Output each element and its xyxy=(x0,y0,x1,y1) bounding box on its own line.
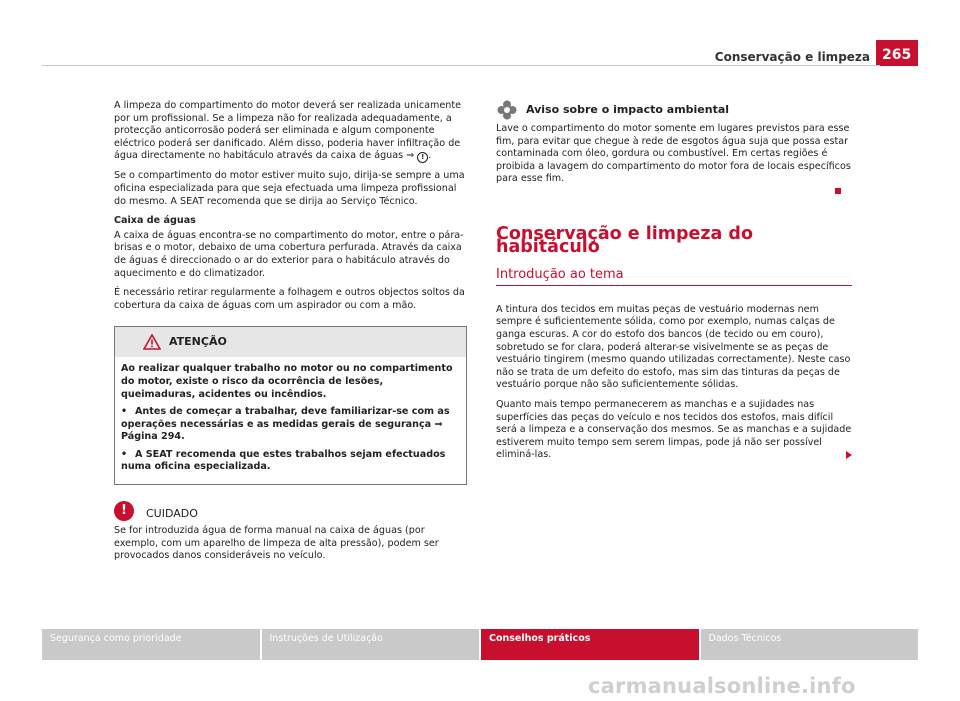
footer-nav xyxy=(42,629,918,660)
warning-header: ATENÇÃO xyxy=(115,327,466,357)
list-item: • A SEAT recomenda que estes trabalhos sejam efectuados numa oficina especializada. xyxy=(121,448,446,473)
environment-flower-icon xyxy=(496,99,518,121)
continue-arrow-icon xyxy=(846,451,852,459)
paragraph: A tintura dos tecidos em muitas peças de vestuário modernas nem sempre é suficientemente sólida, como por exemplo, numas calças de ganga escuras. A cor do estofo dos bancos (de tecido ou em couro), sobretudo se for clara, poderá alterar-se visivelmente se as peças de vestuário tingirem (mesmo quando utilizadas correctamente). Neste caso não se trata de um defeito do estofo, mas sim das tinturas da peças de vestuário porque não são suficientemente sólidas. xyxy=(496,303,851,391)
right-column xyxy=(496,99,852,469)
caution-icon: ! xyxy=(114,501,134,521)
left-column xyxy=(114,100,467,570)
paragraph: Quanto mais tempo permanecerem as manchas e a sujidades nas superfícies das peças do veículo e nos tecidos dos estofos, mais difícil será a limpeza e a conservação dos mesmos. Se as manchas e a sujidade estiverem muito tempo sem serem limpas, pode já não ser possível eliminá-las. xyxy=(496,398,852,461)
footer-tab-technical-data[interactable]: Dados Técnicos xyxy=(701,629,919,660)
paragraph: Se o compartimento do motor estiver muito sujo, dirija-se sempre a uma oficina especializada para que seja efectuada uma limpeza profissional do mesmo. A SEAT recomenda que se dirija ao Serviço Técnico. xyxy=(114,170,465,207)
section-end-marker xyxy=(835,188,841,194)
paragraph: É necessário retirar regularmente a folhagem e outros objectos soltos da cobertura da caixa de águas com um aspirador ou com a mão. xyxy=(114,287,465,311)
caution-ref-icon: ! xyxy=(417,152,428,163)
watermark: carmanualsonline.info xyxy=(588,674,856,698)
environment-text: Lave o compartimento do motor somente em lugares previstos para esse fim, para evitar que chegue à rede de esgotos água suja que possa estar contaminada com óleo, gordura ou combustível. Em certas regiões é proibida a lavagem do compartimento do motor fora de locais específicos para esse fim. xyxy=(496,123,851,185)
caution-text: Se for introduzida água de forma manual na caixa de águas (por exemplo, com um aparelho de limpeza de alta pressão), podem ser provocados danos consideráveis no veículo. xyxy=(114,525,439,562)
list-item: • Antes de começar a trabalhar, deve familiarizar-se com as operações necessárias e as medidas gerais de segurança ⇒ Página 294. xyxy=(121,406,450,443)
header-rule xyxy=(42,65,880,66)
warning-body: Ao realizar qualquer trabalho no motor ou no compartimento do motor, existe o risco da ocorrência de lesões, queimaduras, acidentes ou incêndios. • Antes de começar a trabalhar, deve familiarizar-se com as operações necessárias e as medidas gerais de segurança ⇒ Página 294. • A SEAT recomenda que estes trabalhos sejam efectuados numa oficina especializada. xyxy=(115,357,466,484)
footer-tab-safety[interactable]: Segurança como prioridade xyxy=(42,629,260,660)
paragraph: A caixa de águas encontra-se no compartimento do motor, entre o pára-brisas e o motor, debaixo de uma cobertura perfurada. Através da caixa de águas é direccionado o ar do exterior para o habitáculo através do aquecimento e do climatizador. xyxy=(114,229,464,279)
subheading: Caixa de águas xyxy=(114,215,196,227)
warning-box xyxy=(114,326,467,485)
footer-tab-practical-advice[interactable]: Conselhos práticos xyxy=(481,629,699,660)
page-number: 265 xyxy=(876,40,918,66)
caution-header: ! CUIDADO xyxy=(114,501,467,521)
warning-triangle-icon xyxy=(143,334,161,350)
paragraph: A limpeza do compartimento do motor deverá ser realizada unicamente por um profissional. Se a limpeza não for realizada adequadamente, a protecção anticorrosão poderá ser eliminada e algum componente eléctrico poderá ser danificado. Além disso, poderia haver infiltração de água directamente no habitáculo através da caixa de águas ⇒ ! . xyxy=(114,100,462,162)
header-title: Conservação e limpeza xyxy=(714,50,870,64)
subsection-heading: Introdução ao tema xyxy=(496,269,852,286)
footer-tab-instructions[interactable]: Instruções de Utilização xyxy=(262,629,480,660)
section-heading: Conservação e limpeza do habitáculo xyxy=(496,223,753,257)
environment-header: Aviso sobre o impacto ambiental xyxy=(496,99,852,121)
